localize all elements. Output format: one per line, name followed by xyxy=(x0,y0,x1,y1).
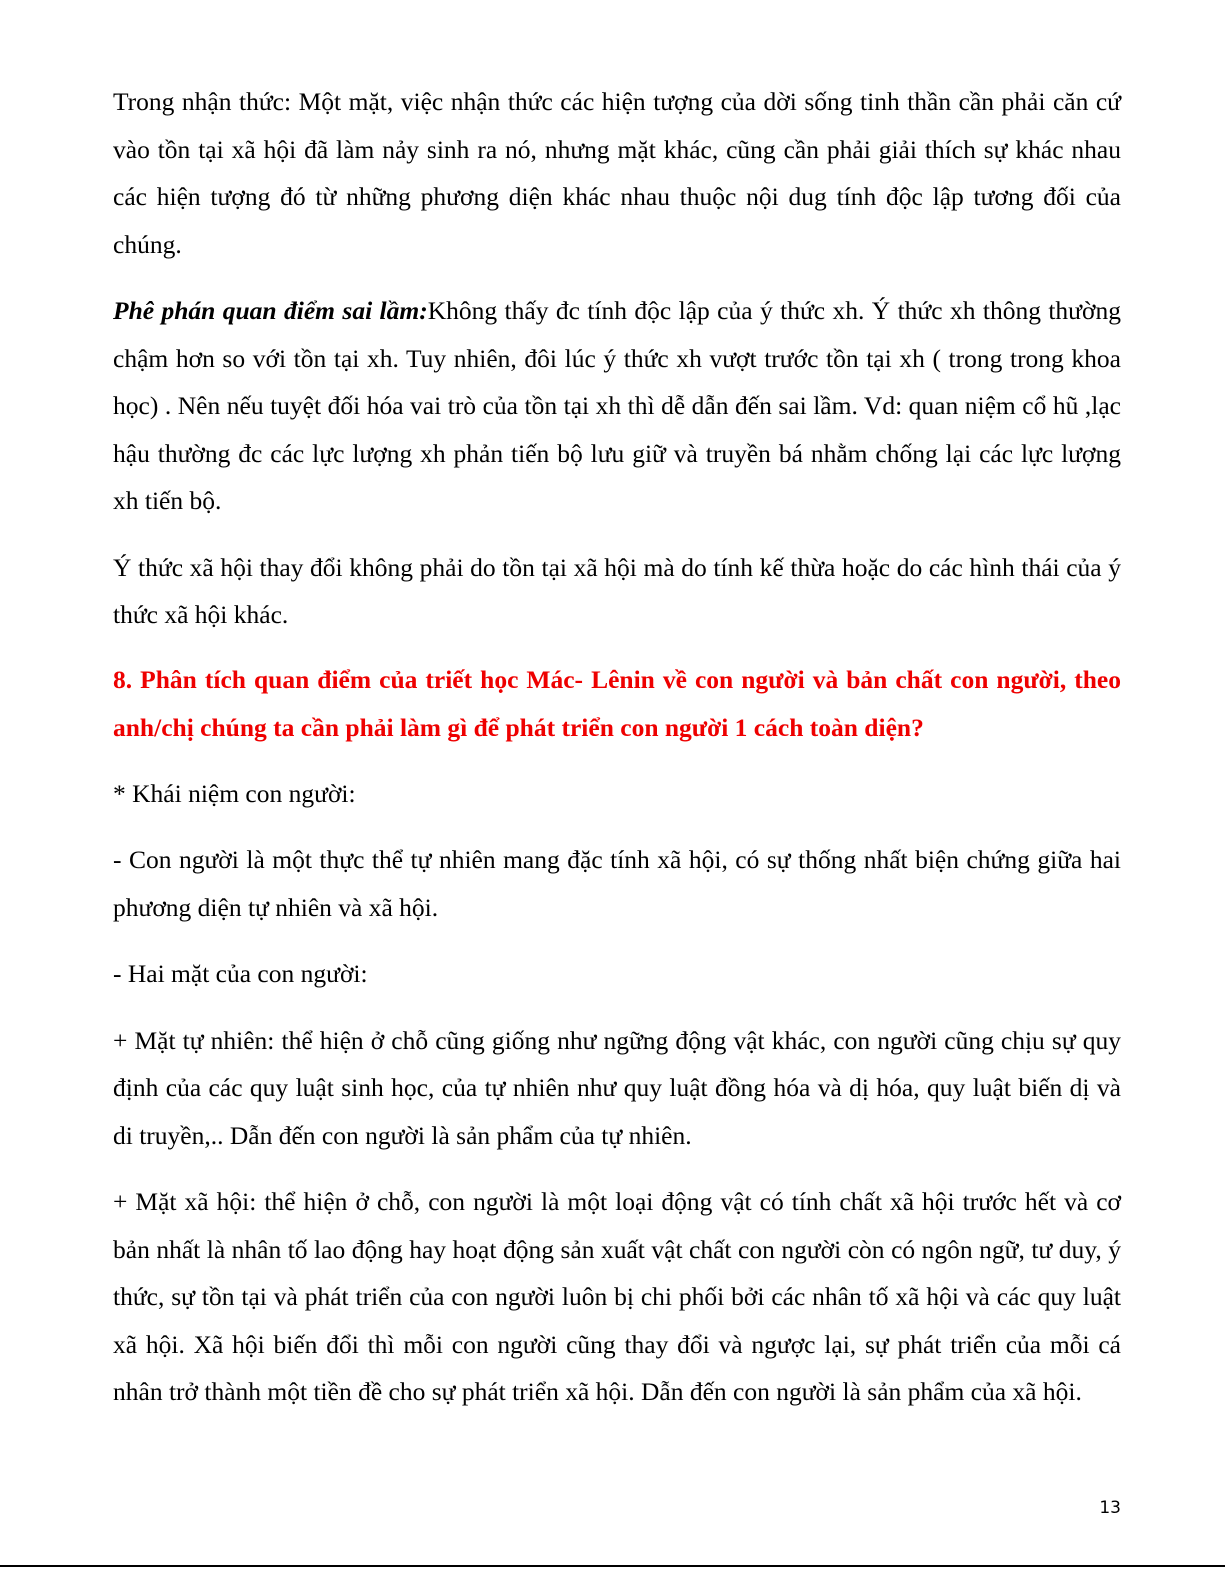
page-bottom-divider xyxy=(0,1565,1225,1567)
document-page xyxy=(113,78,1121,1416)
paragraph-phe-phan xyxy=(113,287,1121,525)
page-number: 13 xyxy=(1099,1498,1121,1518)
paragraph-hai-mat: - Hai mặt của con người: xyxy=(113,959,368,988)
paragraph-khai-niem: * Khái niệm con người: xyxy=(113,778,356,808)
paragraph-lead-phe-phan: Phê phán quan điểm sai lầm: xyxy=(113,296,428,325)
paragraph-nhan-thuc: Trong nhận thức: Một mặt, việc nhận thức các hiện tượng của dời sống tinh thần cần phải căn cứ vào tồn tại xã hội đã làm nảy sinh ra nó, nhưng mặt khác, cũng cần phải giải thích sự khác nhau các hiện tượng đó từ những phương diện khác nhau thuộc nội dug tính độc lập tương đối của chúng. xyxy=(113,87,1121,259)
section-heading-8: 8. Phân tích quan điểm của triết học Mác- Lênin về con người và bản chất con người, theo anh/chị chúng ta cần phải làm gì để phát triển con người 1 cách toàn diện? xyxy=(113,664,1121,742)
paragraph-body-phe-phan: Không thấy đc tính độc lập của ý thức xh. Ý thức xh thông thường chậm hơn so với tồn tại xh. Tuy nhiên, đôi lúc ý thức xh vượt trước tồn tại xh ( trong trong khoa học) . Nên nếu tuyệt đối hóa vai trò của tồn tại xh thì dễ dẫn đến sai lầm. Vd: quan niệm cổ hũ ,lạc hậu thường đc các lực lượng xh phản tiến bộ lưu giữ và truyền bá nhằm chống lại các lực lượng xh tiến bộ. xyxy=(113,296,1121,515)
paragraph-mat-xa-hoi: + Mặt xã hội: thể hiện ở chỗ, con người là một loại động vật có tính chất xã hội trước hết và cơ bản nhất là nhân tố lao động hay hoạt động sản xuất vật chất con người còn có ngôn ngữ, tư duy, ý thức, sự tồn tại và phát triển của con người luôn bị chi phối bởi các nhân tố xã hội và các quy luật xã hội. Xã hội biến đổi thì mỗi con người cũng thay đổi và ngược lại, sự phát triển của mỗi cá nhân trở thành một tiền đề cho sự phát triển xã hội. Dẫn đến con người là sản phẩm của xã hội. xyxy=(113,1187,1121,1406)
paragraph-mat-tu-nhien: + Mặt tự nhiên: thể hiện ở chỗ cũng giống như ngững động vật khác, con người cũng chịu sự quy định của các quy luật sinh học, của tự nhiên như quy luật đồng hóa và dị hóa, quy luật biến dị và di truyền,.. Dẫn đến con người là sản phẩm của tự nhiên. xyxy=(113,1025,1121,1150)
paragraph-y-thuc-thay-doi: Ý thức xã hội thay đổi không phải do tồn tại xã hội mà do tính kế thừa hoặc do các hình thái của ý thức xã hội khác. xyxy=(113,552,1121,629)
paragraph-thuc-the: - Con người là một thực thể tự nhiên mang đặc tính xã hội, có sự thống nhất biện chứng giữa hai phương diện tự nhiên và xã hội. xyxy=(113,845,1121,922)
